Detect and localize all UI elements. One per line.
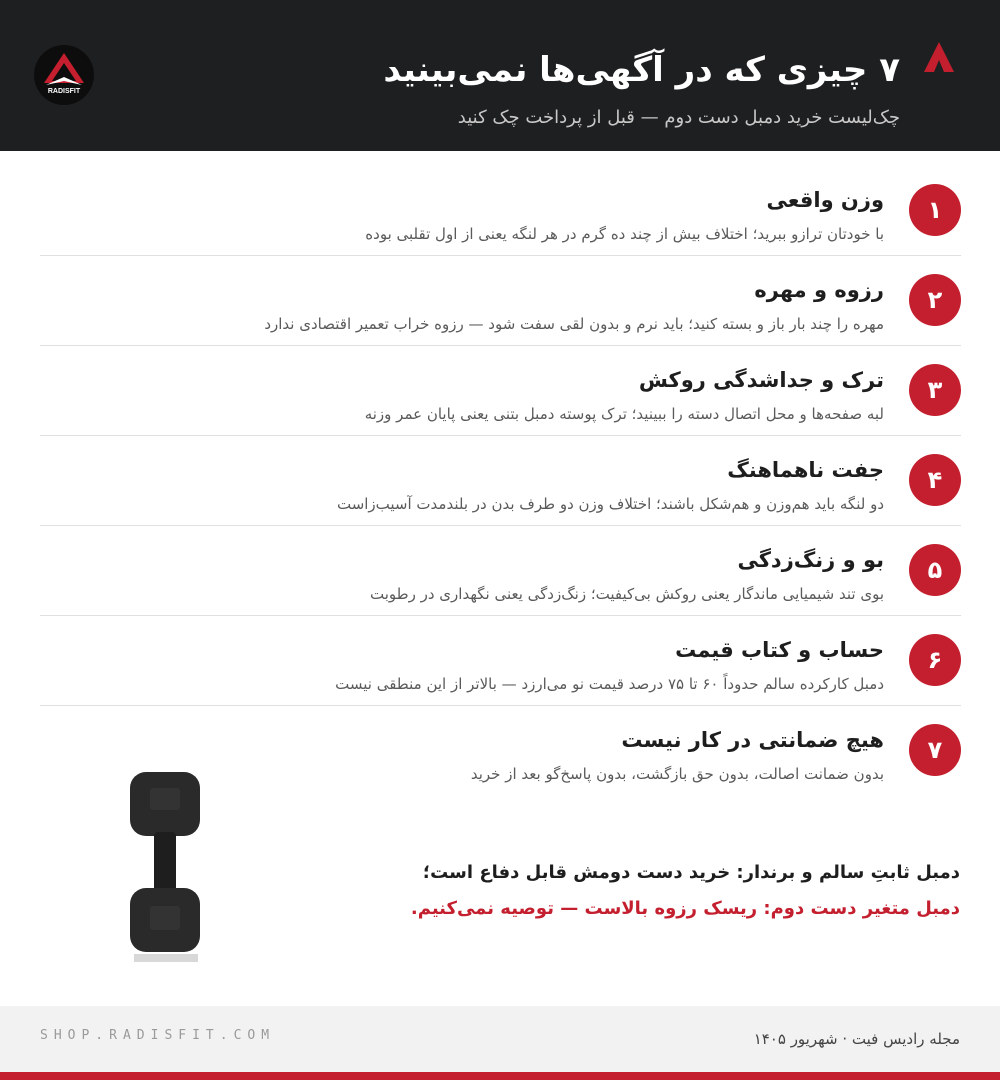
safe-note: دمبل ثابتِ سالم و برندار: خرید دست دومش قابل دفاع است؛ (422, 862, 960, 883)
item-title: جفت ناهماهنگ (727, 458, 884, 482)
item-description: بدون ضمانت اصالت، بدون حق بازگشت، بدون پاسخ‌گو بعد از خرید (470, 765, 884, 783)
checklist (40, 166, 961, 796)
item-description: با خودتان ترازو ببرید؛ اختلاف بیش از چند ده گرم در هر لنگه یعنی از اول تقلبی بوده (365, 225, 884, 243)
item-description: لبه صفحه‌ها و محل اتصال دسته را ببینید؛ ترک پوسته دمبل بتنی یعنی پایان عمر وزنه (364, 405, 884, 423)
item-title: هیچ ضمانتی در کار نیست (621, 728, 884, 752)
item-title: حساب و کتاب قیمت (675, 638, 884, 662)
checklist-item (40, 256, 961, 346)
checklist-item (40, 436, 961, 526)
footer-url-link[interactable]: SHOP.RADISFIT.COM (40, 1028, 276, 1043)
item-number-badge: ۵ (909, 544, 961, 596)
item-description: بوی تند شیمیایی ماندگار یعنی روکش بی‌کیفیت؛ زنگ‌زدگی یعنی نگهداری در رطوبت (370, 585, 884, 603)
page-title: ۷ چیزی که در آگهی‌ها نمی‌بینید (383, 50, 900, 90)
item-number-badge: ۲ (909, 274, 961, 326)
item-description: دمبل کارکرده سالم حدوداً ۶۰ تا ۷۵ درصد قیمت نو می‌ارزد — بالاتر از این منطقی نیست (335, 675, 884, 693)
checklist-item (40, 526, 961, 616)
warning-note: دمبل متغیر دست دوم: ریسک رزوه بالاست — توصیه نمی‌کنیم. (410, 898, 960, 919)
item-title: وزن واقعی (766, 188, 884, 212)
logo-text: RADISFIT (47, 88, 81, 95)
page-subtitle: چک‌لیست خرید دمبل دست دوم — قبل از پرداخت چک کنید (457, 107, 900, 128)
radisfit-logo[interactable] (34, 45, 94, 105)
bottom-accent-bar (0, 1072, 1000, 1080)
brand-triangle-icon (922, 40, 956, 74)
footer-credit: مجله رادیس فیت · شهریور ۱۴۰۵ (753, 1030, 960, 1048)
header (0, 0, 1000, 151)
checklist-item (40, 166, 961, 256)
item-number-badge: ۷ (909, 724, 961, 776)
item-title: بو و زنگ‌زدگی (737, 548, 884, 572)
item-description: مهره را چند بار باز و بسته کنید؛ باید نرم و بدون لقی سفت شود — رزوه خراب تعمیر اقتصادی ندارد (264, 315, 884, 333)
checklist-item (40, 346, 961, 436)
checklist-item (40, 616, 961, 706)
item-number-badge: ۴ (909, 454, 961, 506)
dumbbell-image (128, 768, 204, 964)
item-description: دو لنگه باید هم‌وزن و هم‌شکل باشند؛ اختلاف وزن دو طرف بدن در بلندمدت آسیب‌زاست (336, 495, 884, 513)
item-number-badge: ۶ (909, 634, 961, 686)
item-number-badge: ۳ (909, 364, 961, 416)
item-title: رزوه و مهره (754, 278, 884, 302)
item-title: ترک و جداشدگی روکش (638, 368, 884, 392)
item-number-badge: ۱ (909, 184, 961, 236)
footer (0, 1006, 1000, 1072)
